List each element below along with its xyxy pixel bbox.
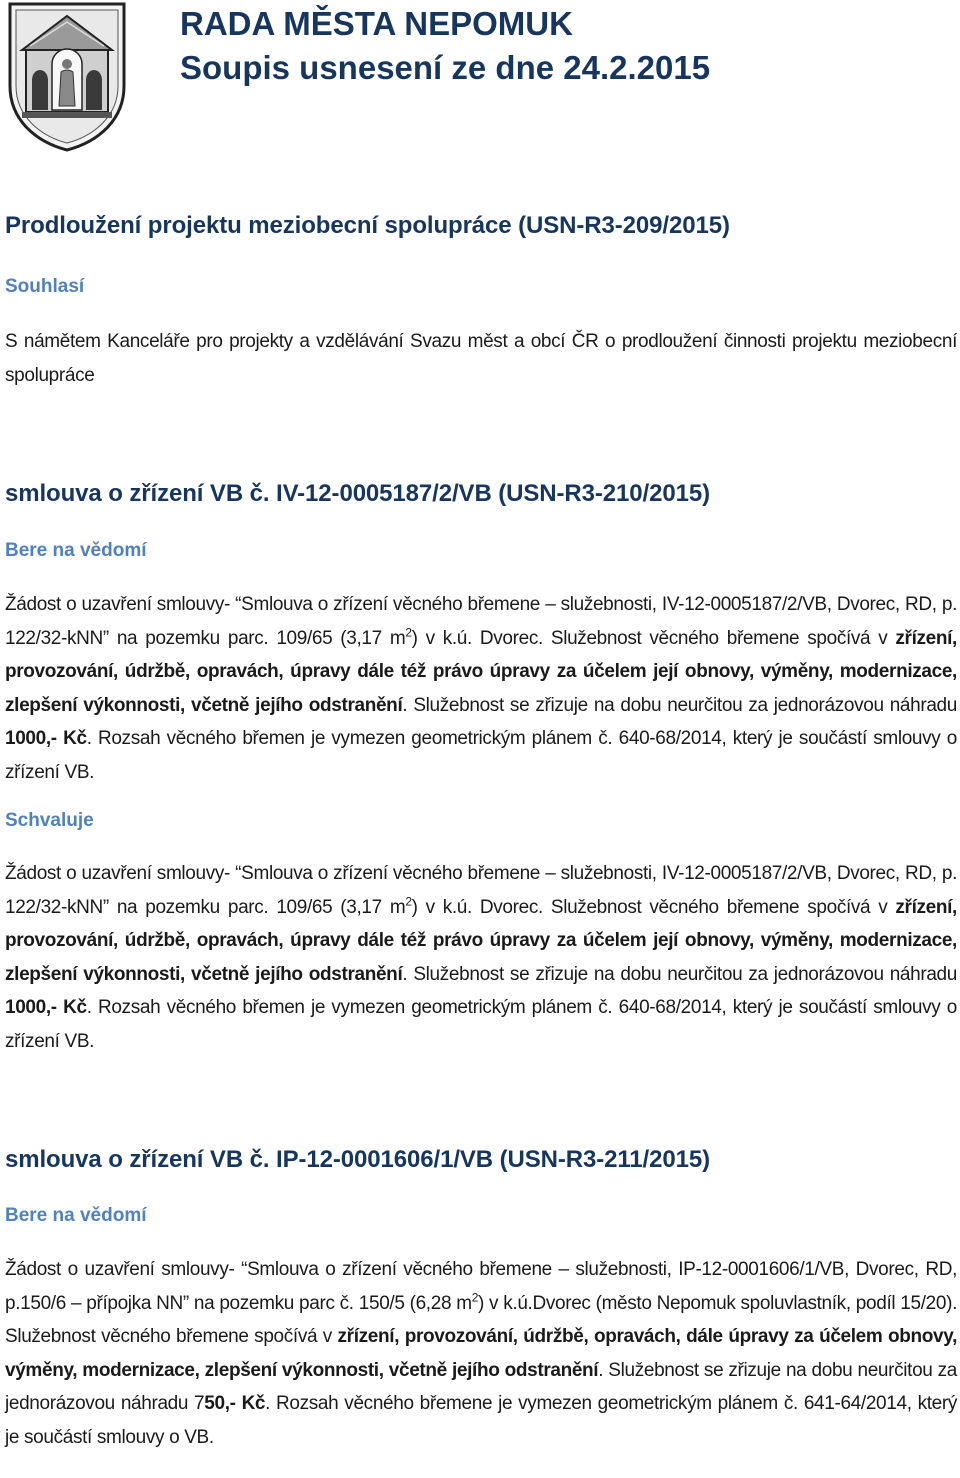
document-title: Soupis usnesení ze dne 24.2.2015 — [180, 49, 711, 86]
section-2-title: smlouva o zřízení VB č. IV-12-0005187/2/VB (USN-R3-210/2015) — [5, 480, 710, 507]
text-run: ) v k.ú. Dvorec. Služebnost věcného břemene spočívá v — [411, 627, 896, 649]
bold-text: 50,- Kč — [204, 1393, 266, 1415]
section-2-paragraph-2 — [5, 857, 957, 1059]
text-run: . Rozsah věcného břemen je vymezen geometrickým plánem č. 640-68/2014, který je součástí smlouvy o zřízení VB. — [5, 997, 957, 1052]
section-3-label-bere-na-vedomi: Bere na vědomí — [5, 1205, 147, 1226]
bold-text: zřízení, provozování, údržbě, opravách, dále úpravy za účelem obnovy, výměny, modernizace, zlepšení výkonnosti, včetně jejího odstranění — [5, 1326, 957, 1381]
text-run: ) v k.ú.Dvorec (město Nepomuk spoluvlastník, podíl 15/20). Služebnost věcného břemene spočívá v — [5, 1292, 957, 1348]
bold-text: 1000,- Kč — [5, 997, 87, 1019]
superscript: 2 — [405, 894, 412, 909]
text-run: Žádost o uzavření smlouvy- “Smlouva o zřízení věcného břemene – služebnosti, IV-12-0005187/2/VB, Dvorec, RD, p. 122/32-kNN” na pozemku parc. 109/65 (3,17 m — [5, 863, 957, 918]
superscript: 2 — [471, 1290, 479, 1305]
bold-text: zřízení, provozování, údržbě, opravách, úpravy dále též právo úpravy za účelem její obnovy, výměny, modernizace, zlepšení výkonnosti, včetně jejího odstranění — [5, 627, 957, 716]
council-name: RADA MĚSTA NEPOMUK — [180, 5, 573, 42]
text-run: . Rozsah věcného břemene je vymezen geometrickým plánem č. 641-64/2014, který je součástí smlouvy o VB. — [5, 1393, 957, 1448]
text-run: Žádost o uzavření smlouvy- “Smlouva o zřízení věcného břemene – služebnosti, IP-12-0001606/1/VB, Dvorec, RD, p.150/6 – přípojka NN” na pozemku parc č. 150/5 (6,28 m — [5, 1259, 957, 1314]
section-1-title: Prodloužení projektu meziobecní spolupráce (USN-R3-209/2015) — [5, 212, 730, 239]
section-1-text: S námětem Kanceláře pro projekty a vzdělávání Svazu měst a obcí ČR o prodloužení činnosti projektu meziobecní spolupráce — [5, 331, 957, 386]
text-run: . Služebnost se zřizuje na dobu neurčitou za jednorázovou náhradu — [402, 963, 957, 985]
text-run: . Služebnost se zřizuje na dobu neurčitou za jednorázovou náhradu 7 — [5, 1359, 957, 1415]
text-run: . Služebnost se zřizuje na dobu neurčitou za jednorázovou náhradu — [402, 694, 957, 716]
section-3-title: smlouva o zřízení VB č. IP-12-0001606/1/VB (USN-R3-211/2015) — [5, 1146, 710, 1173]
section-2-label-bere-na-vedomi: Bere na vědomí — [5, 540, 147, 561]
bold-text: 1000,- Kč — [5, 728, 87, 750]
crest-shield-icon — [6, 2, 128, 152]
section-1-label-souhlasi: Souhlasí — [5, 276, 85, 297]
superscript: 2 — [405, 625, 412, 640]
bold-text: zřízení, provozování, údržbě, opravách, úpravy dále též právo úpravy za účelem její obnovy, výměny, modernizace, zlepšení výkonnosti, včetně jejího odstranění — [5, 896, 957, 985]
section-2-label-schvaluje: Schvaluje — [5, 810, 94, 831]
text-run: . Rozsah věcného břemen je vymezen geometrickým plánem č. 640-68/2014, který je součástí smlouvy o zřízení VB. — [5, 728, 957, 783]
town-crest-emblem — [6, 2, 128, 152]
text-run: Žádost o uzavření smlouvy- “Smlouva o zřízení věcného břemene – služebnosti, IV-12-0005187/2/VB, Dvorec, RD, p. 122/32-kNN” na pozemku parc. 109/65 (3,17 m — [5, 594, 957, 649]
document-header — [180, 2, 710, 90]
section-3-paragraph — [5, 1253, 957, 1455]
text-run: ) v k.ú. Dvorec. Služebnost věcného břemene spočívá v — [411, 896, 896, 918]
section-2-paragraph-1 — [5, 588, 957, 790]
